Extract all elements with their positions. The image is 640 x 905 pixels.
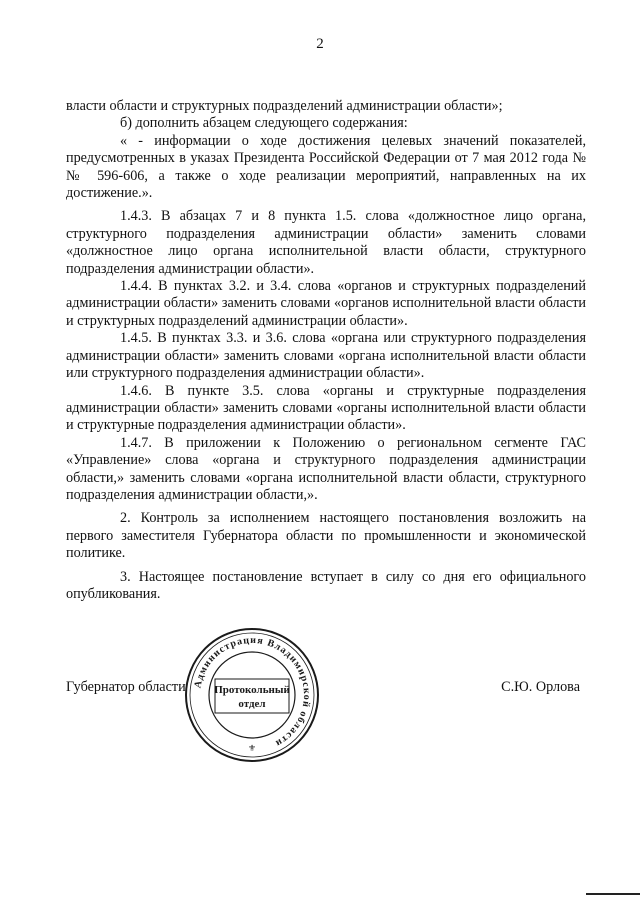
paragraph: б) дополнить абзацем следующего содержания: (120, 115, 408, 132)
paragraph: 1.4.5. В пунктах 3.3. и 3.6. слова «органа или структурного подразделения администрации области» заменить словами «органа исполнительной власти области или структурного подразделения администрации области». (66, 330, 586, 382)
paragraph: « - информации о ходе достижения целевых значений показателей, предусмотренных в указах Президента Российской Федерации от 7 мая 2012 года №№ 596-606, а также о ходе реализации мероприятий, направленных на их достижение.». (66, 132, 586, 202)
signature-title: Губернатор области (66, 679, 186, 695)
signature-name: С.Ю. Орлова (501, 679, 580, 695)
paragraph: 3. Настоящее постановление вступает в силу со дня его официального опубликования. (66, 568, 586, 602)
paragraph: власти области и структурных подразделений администрации области»; (66, 98, 503, 114)
page-number: 2 (316, 36, 324, 52)
paragraph: 1.4.4. В пунктах 3.2. и 3.4. слова «органов и структурных подразделений администрации области» заменить словами «органов исполнительной власти области и структурных подразделений администрации области». (66, 278, 586, 329)
stamp-center-line2: отдел (238, 698, 266, 710)
stamp-center-line1: Протокольный (214, 684, 290, 696)
paragraph: 1.4.7. В приложении к Положению о региональном сегменте ГАС «Управление» слова «органа и структурного подразделения администрации области,» заменить словами «органа исполнительной власти области, структурного подразделения администрации области,». (66, 434, 586, 503)
corner-mark (586, 893, 640, 895)
paragraph: 1.4.3. В абзацах 7 и 8 пункта 1.5. слова «должностное лицо органа, структурного подразделения администрации области» заменить словами «должностное лицо органа исполнительной власти области, структурного подразделения администрации области». (66, 208, 586, 277)
official-stamp (182, 625, 322, 765)
paragraph: 2. Контроль за исполнением настоящего постановления возложить на первого заместителя Губернатора области по промышленности и экономической политике. (66, 510, 586, 562)
paragraph: 1.4.6. В пункте 3.5. слова «органы и структурные подразделения администрации области» заменить словами «органы исполнительной власти области и структурные подразделения администрации области». (66, 382, 586, 434)
stamp-ring-text: Администрация Владимирской области (192, 634, 313, 750)
document-body (66, 98, 586, 603)
stamp-emblem-icon: ⚜ (247, 743, 257, 753)
